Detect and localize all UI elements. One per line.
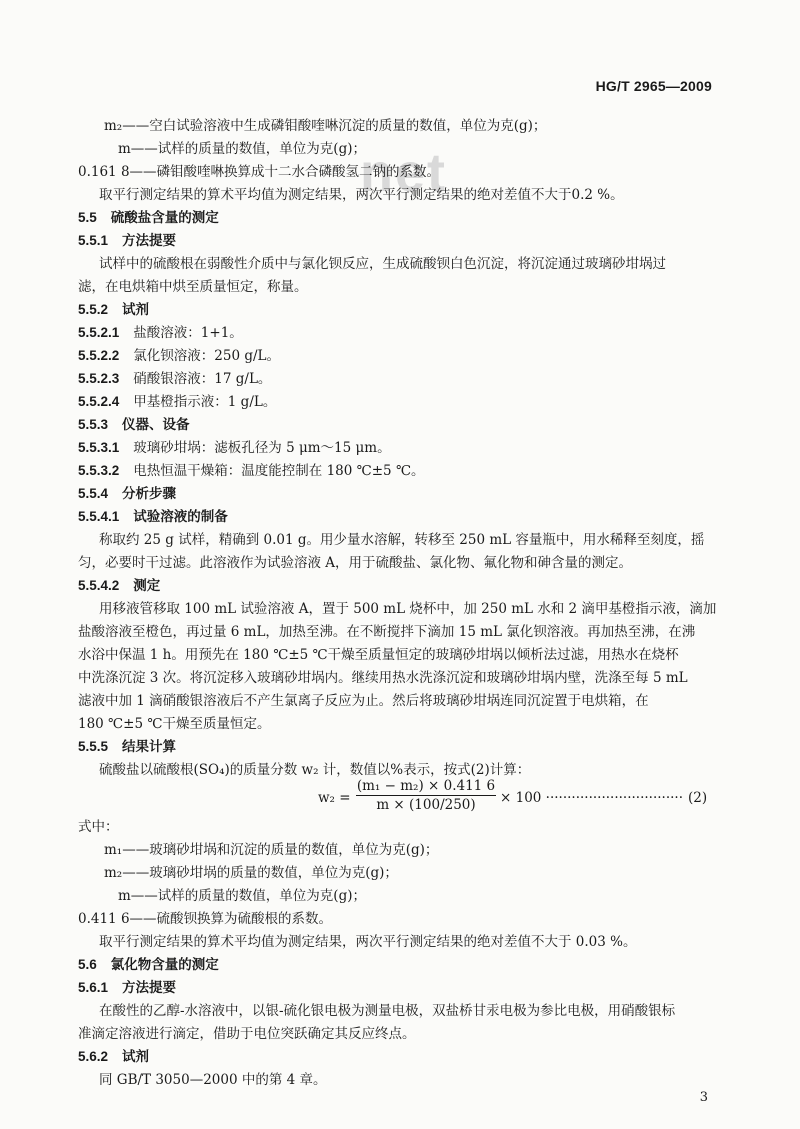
reagent-item: 5.5.2.1 盐酸溶液：1+1。 [78,325,243,341]
paragraph-line: 用移液管移取 100 mL 试验溶液 A，置于 500 mL 烧杯中，加 250 mL 水和 2 滴甲基橙指示液，滴加 [99,601,717,617]
paragraph-line: 同 GB/T 3050—2000 中的第 4 章。 [99,1072,327,1088]
apparatus-item: 5.5.3.1 玻璃砂坩埚：滤板孔径为 5 μm～15 μm。 [78,440,391,456]
paragraph-line: 在酸性的乙醇-水溶液中，以银-硫化银电极为测量电极，双盐桥甘汞电极为参比电极，用硝酸银标 [99,1003,676,1019]
formula-fraction [356,778,496,813]
parallel-result-note: 取平行测定结果的算术平均值为测定结果，两次平行测定结果的绝对差值不大于0.2 %。 [99,187,624,203]
paragraph-line: 滤液中加 1 滴硝酸银溶液后不产生氯离子反应为止。然后将玻璃砂坩埚连同沉淀置于电烘箱，在 [78,693,649,709]
page-number: 3 [699,1090,708,1105]
section-heading-5-5-5: 5.5.5 结果计算 [78,739,177,754]
def-coefficient-2: 0.411 6——硫酸钡换算为硫酸根的系数。 [78,911,333,927]
section-heading-5-6-1: 5.6.1 方法提要 [78,980,177,995]
paragraph-line: 滤，在电烘箱中烘至质量恒定，称量。 [78,279,308,295]
equation-number: (2) [688,790,708,806]
paragraph-line: 准滴定溶液进行滴定，借助于电位突跃确定其反应终点。 [78,1026,416,1042]
paragraph-line: 盐酸溶液至橙色，再过量 6 mL，加热至沸。在不断搅拌下滴加 15 mL 氯化钡溶液。再加热至沸，在沸 [78,624,696,640]
formula-numerator: (m₁ − m₂) × 0.411 6 [356,778,496,794]
section-heading-5-6-2: 5.6.2 试剂 [78,1049,150,1064]
calculation-intro: 硫酸盐以硫酸根(SO₄)的质量分数 w₂ 计，数值以%表示，按式(2)计算： [99,762,531,778]
reagent-item: 5.5.2.3 硝酸银溶液：17 g/L。 [78,371,272,387]
section-heading-5-5-4-1: 5.5.4.1 试验溶液的制备 [78,509,228,524]
def-coefficient: 0.161 8——磷钼酸喹啉换算成十二水合磷酸氢二钠的系数。 [78,164,441,180]
section-heading-5-5-4: 5.5.4 分析步骤 [78,486,177,501]
paragraph-line: 匀，必要时干过滤。此溶液作为试验溶液 A，用于硫酸盐、氯化物、氟化物和砷含量的测定。 [78,555,633,571]
def-m2: m₂——玻璃砂坩埚的质量的数值，单位为克(g)； [104,865,398,881]
section-heading-5-5-2: 5.5.2 试剂 [78,302,150,317]
section-heading-5-5: 5.5 硫酸盐含量的测定 [78,210,219,225]
formula-rhs: × 100 ································ [500,790,683,806]
def-m-sample: m——试样的质量的数值，单位为克(g)； [118,141,366,157]
paragraph-line: 水浴中保温 1 h。用预先在 180 ℃±5 ℃干燥至质量恒定的玻璃砂坩埚以倾析法过滤，用热水在烧杯 [78,647,679,663]
def-m: m——试样的质量的数值，单位为克(g)； [118,888,366,904]
where-label: 式中： [78,819,119,835]
reagent-item: 5.5.2.4 甲基橙指示液：1 g/L。 [78,394,277,410]
formula-denominator: m × (100/250) [376,797,476,813]
section-heading-5-5-4-2: 5.5.4.2 测定 [78,578,161,593]
standard-code-header: HG/T 2965—2009 [595,78,712,94]
reagent-item: 5.5.2.2 氯化钡溶液：250 g/L。 [78,348,281,364]
paragraph-line: 中洗涤沉淀 3 次。将沉淀移入玻璃砂坩埚内。继续用热水洗涤沉淀和玻璃砂坩埚内壁，洗涤至每 5 mL [78,670,688,686]
def-m1: m₁——玻璃砂坩埚和沉淀的质量的数值，单位为克(g)； [104,842,439,858]
paragraph-line: 180 ℃±5 ℃干燥至质量恒定。 [78,716,271,732]
formula-lhs: w₂ = [318,790,351,806]
watermark: net [360,143,447,203]
paragraph-line: 试样中的硫酸根在弱酸性介质中与氯化钡反应，生成硫酸钡白色沉淀，将沉淀通过玻璃砂坩埚过 [99,256,666,272]
fraction-bar [356,795,496,796]
def-m2-blank: m₂——空白试验溶液中生成磷钼酸喹啉沉淀的质量的数值，单位为克(g)； [104,118,547,134]
parallel-result-note-2: 取平行测定结果的算术平均值为测定结果，两次平行测定结果的绝对差值不大于 0.03 %。 [99,934,637,950]
section-heading-5-5-3: 5.5.3 仪器、设备 [78,417,190,432]
apparatus-item: 5.5.3.2 电热恒温干燥箱：温度能控制在 180 ℃±5 ℃。 [78,463,425,479]
paragraph-line: 称取约 25 g 试样，精确到 0.01 g。用少量水溶解，转移至 250 mL 容量瓶中，用水稀释至刻度，摇 [99,532,705,548]
section-heading-5-6: 5.6 氯化物含量的测定 [78,957,219,972]
section-heading-5-5-1: 5.5.1 方法提要 [78,233,177,248]
